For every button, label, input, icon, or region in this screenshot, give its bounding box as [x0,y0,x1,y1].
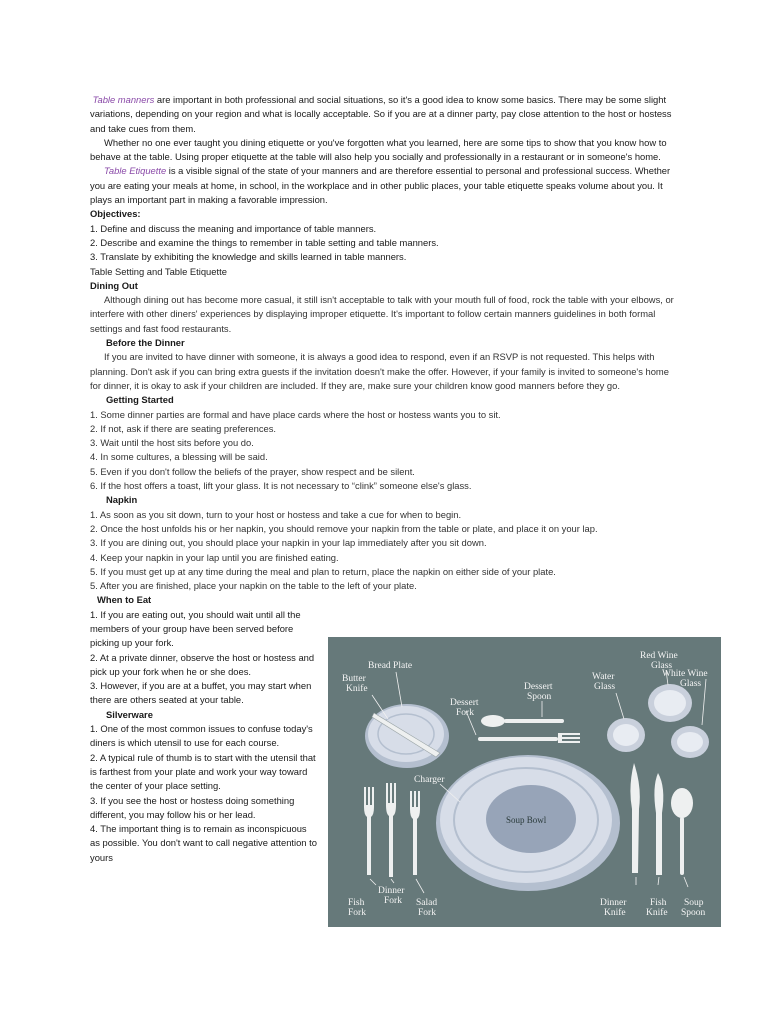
napkin-item: 5. After you are finished, place your napkin on the table to the left of your plate. [90,580,417,592]
salad-fork-label: Salad [416,898,438,908]
soup-bowl-label: Soup Bowl [506,815,547,825]
objectives-heading: Objectives: [90,208,141,220]
fish-knife-label: Fish [650,898,667,908]
before-dinner-text: If you are invited to have dinner with someone, it is always a good idea to respond, even if an RSVP is not requested. This helps with planning. Don't ask if you can bring extra guests if the invitation doesn't make the offer. However, if your family is invited to someone's home for dinner, it is okay to ask if your children are included. If they are, make sure your children know good manners before they go. [90,351,669,391]
silverware-item: 1. One of the most common issues to confuse today's diners is which utensil to use for each course. [90,723,313,749]
napkin-item: 5. If you must get up at any time during the meal and plan to return, place the napkin on either side of your plate. [90,565,556,577]
dessert-spoon-label: Dessert [524,682,553,692]
section-title: Table Setting and Table Etiquette [90,265,227,277]
dinner-knife-label: Dinner [600,898,627,908]
svg-text:Knife: Knife [346,684,368,694]
silverware-item: 2. A typical rule of thumb is to start with the utensil that is farthest from your plate and work your way toward the center of your place setting. [90,751,316,792]
getting-started-item: 2. If not, ask if there are seating preferences. [90,422,277,434]
dining-out-text: Although dining out has become more casual, it still isn't acceptable to talk with your mouth full of food, rock the table with your elbows, or interfere with other diners' experiences by displaying improper etiquette. It's important to follow certain manners guidelines in both formal settings and fast food restaurants. [90,294,674,334]
getting-started-heading: Getting Started [106,394,174,406]
silverware-item: 4. The important thing is to remain as inconspicuous as possible. You don't want to call negative attention to yours [90,823,317,863]
svg-text:Glass: Glass [680,679,702,689]
water-glass-label: Water [592,672,615,682]
silverware-heading: Silverware [106,708,153,720]
objective-item: 2. Describe and examine the things to remember in table setting and table manners. [90,236,439,248]
intro-paragraph-1: Table manners are important in both professional and social situations, so it's a good idea to know some basics. There may be some slight variations, depending on your region and what is locally acceptable. So if you are at a dinner party, pay close attention to the host or hostess and take cues from them. [90,94,672,134]
soup-spoon-label: Soup [684,898,704,908]
svg-text:Fork: Fork [418,908,436,918]
intro-paragraph-2: Whether no one ever taught you dining etiquette or you've forgotten what you learned, here are some tips to show that you know how to behave at the table. Using proper etiquette at the table will also help you socially and professionally in a restaurant or in someone's home. [90,136,667,163]
dining-out-heading: Dining Out [90,279,138,291]
dessert-fork [478,737,558,741]
svg-text:Knife: Knife [604,908,626,918]
white-wine-glass-label: White Wine [662,669,708,679]
getting-started-item: 1. Some dinner parties are formal and have place cards where the host or hostess wants you to sit. [90,408,501,420]
dessert-fork-label: Dessert [450,698,479,708]
getting-started-item: 6. If the host offers a toast, lift your glass. It is not necessary to “clink” someone else's glass. [90,480,472,492]
getting-started-item: 4. In some cultures, a blessing will be said. [90,451,268,463]
fish-fork-label: Fish [348,898,365,908]
bread-plate-label: Bread Plate [368,661,413,671]
napkin-item: 3. If you are dining out, you should place your napkin in your lap immediately after you sit down. [90,537,487,549]
dinner-fork-label: Dinner [378,886,405,896]
svg-text:Glass: Glass [651,661,673,671]
napkin-heading: Napkin [106,494,138,506]
table-manners-term: Table manners [92,94,155,105]
napkin-item: 2. Once the host unfolds his or her napkin, you should remove your napkin from the table or plate, and place it on your lap. [90,522,598,534]
napkin-item: 4. Keep your napkin in your lap until you are finished eating. [90,551,339,563]
getting-started-item: 5. Even if you don't follow the beliefs of the prayer, show respect and be silent. [90,465,415,477]
soup-spoon [671,788,693,818]
intro-paragraph-3: Table Etiquette is a visible signal of the state of your manners and are therefore essential to personal and professional success. Whether you are eating your meals at home, in school, in the workplace and in other public places, your table etiquette speaks volume about you. It plays an important part in making a favorable impression. [90,165,671,206]
objective-item: 1. Define and discuss the meaning and importance of table manners. [90,222,377,234]
table-setting-illustration [328,637,721,927]
butter-knife-label: Butter [342,674,366,684]
svg-text:Spoon: Spoon [681,908,706,918]
svg-text:Fork: Fork [348,908,366,918]
when-to-eat-item: 1. If you are eating out, you should wait until all the members of your group have been served before picking up your fork. [90,608,301,649]
charger-label: Charger [414,775,445,785]
silverware-item: 3. If you see the host or hostess doing something different, you may follow his or her lead. [90,794,295,820]
when-to-eat-item: 2. At a private dinner, observe the host or hostess and pick up your fork when he or she does. [90,651,315,677]
when-to-eat-heading: When to Eat [97,594,152,606]
before-dinner-heading: Before the Dinner [106,337,185,349]
table-etiquette-term: Table Etiquette [104,165,167,177]
table-setting-diagram [328,637,721,927]
svg-text:Fork: Fork [456,708,474,718]
getting-started-item: 3. Wait until the host sits before you do. [90,437,254,449]
left-column [90,608,318,865]
dessert-spoon [481,715,505,727]
svg-text:Glass: Glass [594,682,616,692]
when-to-eat-item: 3. However, if you are at a buffet, you may start when there are others seated at your table. [90,680,312,706]
objective-item: 3. Translate by exhibiting the knowledge and skills learned in table manners. [90,251,407,263]
svg-text:Fork: Fork [384,896,402,906]
svg-text:Spoon: Spoon [527,692,552,702]
napkin-item: 1. As soon as you sit down, turn to your host or hostess and take a cue for when to begin. [90,508,462,520]
red-wine-glass-label: Red Wine [640,651,678,661]
svg-text:Knife: Knife [646,908,668,918]
